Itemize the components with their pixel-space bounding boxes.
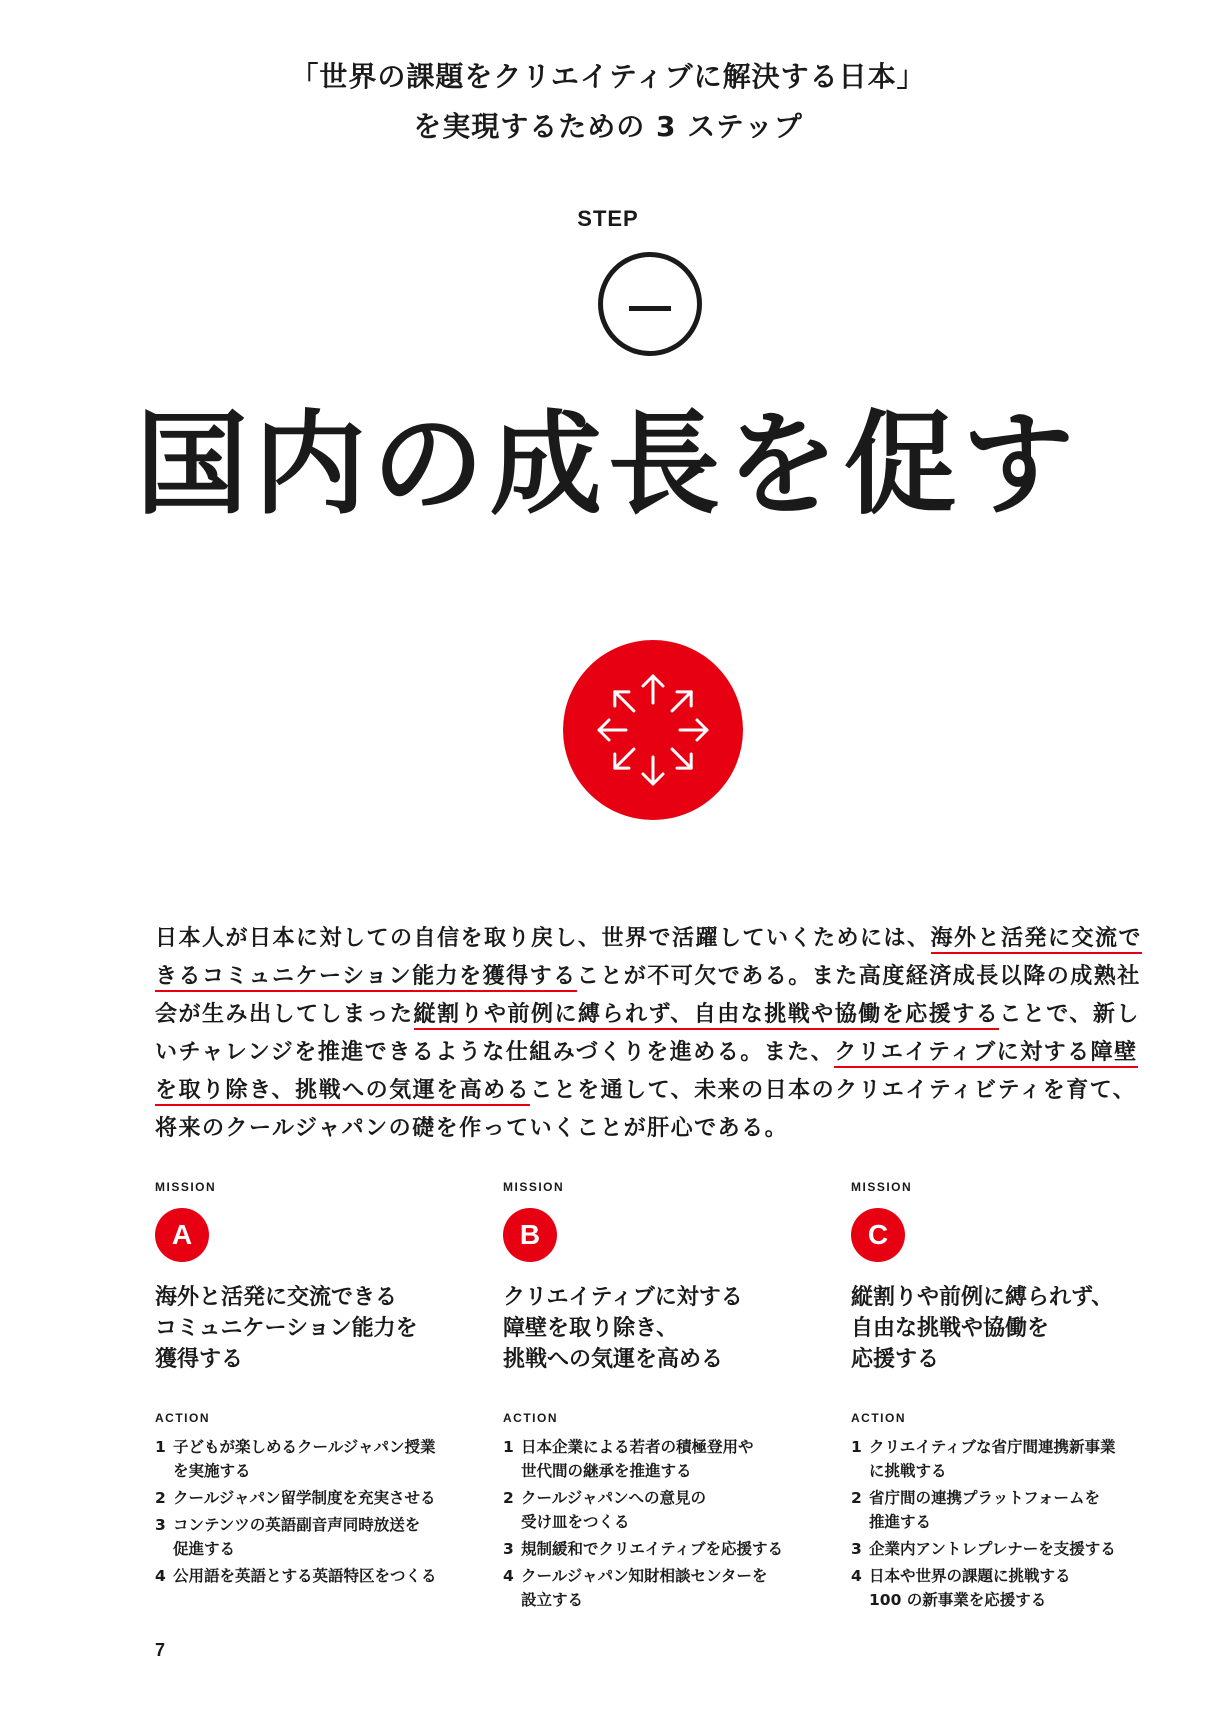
action-text: 省庁間の連携プラットフォームを 推進する xyxy=(869,1489,1100,1531)
action-number: 1 xyxy=(503,1438,514,1456)
page-number: 7 xyxy=(155,1640,166,1660)
action-label: ACTION xyxy=(851,1411,906,1425)
body-text-segment: ことが不可欠である。また高度経済成長以降の成熟社会が生み出してしまった xyxy=(155,964,1141,1027)
action-item xyxy=(155,1513,485,1561)
action-item xyxy=(851,1486,1181,1534)
action-list xyxy=(503,1435,833,1612)
action-number: 2 xyxy=(503,1489,514,1507)
action-number: 4 xyxy=(503,1567,514,1585)
action-number: 4 xyxy=(155,1567,166,1585)
mission-badge-a: A xyxy=(155,1208,209,1262)
mission-label: MISSION xyxy=(851,1180,913,1194)
action-text: クールジャパンへの意見の 受け皿をつくる xyxy=(521,1489,706,1531)
action-number: 3 xyxy=(155,1516,166,1534)
underlined-phrase: 縦割りや前例に縛られず、自由な挑戦や協働を応援する xyxy=(414,1002,1000,1030)
mission-title: クリエイティブに対する 障壁を取り除き、 挑戦への気運を高める xyxy=(503,1285,743,1372)
step-label: STEP xyxy=(577,206,639,231)
action-text: クールジャパン知財相談センターを 設立する xyxy=(521,1567,768,1609)
action-number: 2 xyxy=(155,1489,166,1507)
action-number: 4 xyxy=(851,1567,862,1585)
underlined-phrase: クリエイティブに対する障壁を取り除き、挑戦への気運を高める xyxy=(155,1040,1138,1106)
action-number: 3 xyxy=(851,1540,862,1558)
page-header xyxy=(0,52,1216,152)
action-number: 1 xyxy=(155,1438,166,1456)
action-text: コンテンツの英語副音声同時放送を 促進する xyxy=(173,1516,421,1558)
mission-label: MISSION xyxy=(503,1180,565,1194)
action-item xyxy=(155,1564,485,1588)
action-label: ACTION xyxy=(503,1411,558,1425)
mission-label: MISSION xyxy=(155,1180,217,1194)
step-number-circle xyxy=(598,252,702,356)
action-number: 3 xyxy=(503,1540,514,1558)
header-line-2: を実現するための 3 ステップ xyxy=(413,110,803,143)
action-text: クールジャパン留学制度を充実させる xyxy=(173,1489,436,1507)
action-list xyxy=(851,1435,1181,1612)
mission-badge-b: B xyxy=(503,1208,557,1262)
body-text-segment: ことで、新しいチャレンジを推進できるような仕組みづくりを進める。また、 xyxy=(155,1002,1140,1065)
action-item xyxy=(503,1435,833,1483)
action-item xyxy=(155,1486,485,1510)
underlined-phrase: 海外と活発に交流できるコミュニケーション能力を獲得する xyxy=(155,926,1142,992)
action-text: 子どもが楽しめるクールジャパン授業 を実施する xyxy=(173,1438,436,1480)
main-title: 国内の成長を促す xyxy=(136,400,1080,530)
mission-column-c xyxy=(851,1180,1181,1615)
action-text: 公用語を英語とする英語特区をつくる xyxy=(173,1567,437,1585)
mission-title: 海外と活発に交流できる コミュニケーション能力を 獲得する xyxy=(155,1285,418,1372)
body-text-segment: 日本人が日本に対しての自信を取り戻し、世界で活躍していくためには、 xyxy=(155,926,931,951)
action-item xyxy=(503,1537,833,1561)
action-text: 企業内アントレプレナーを支援する xyxy=(869,1540,1116,1558)
action-text: 日本企業による若者の積極登用や 世代間の継承を推進する xyxy=(521,1438,754,1480)
body-text-segment: ことを通して、未来の日本のクリエイティビティを育て、将来のクールジャパンの礎を作っていくことが肝心である。 xyxy=(155,1078,1137,1141)
action-item xyxy=(851,1564,1181,1612)
action-item xyxy=(503,1486,833,1534)
action-item xyxy=(851,1537,1181,1561)
step-number-kanji-one xyxy=(629,306,671,311)
action-label: ACTION xyxy=(155,1411,210,1425)
action-text: 日本や世界の課題に挑戦する 100 の新事業を応援する xyxy=(869,1567,1071,1609)
action-text: クリエイティブな省庁間連携新事業 に挑戦する xyxy=(869,1438,1116,1480)
body-paragraph xyxy=(155,920,1155,1148)
mission-title: 縦割りや前例に縛られず、 自由な挑戦や協働を 応援する xyxy=(851,1285,1114,1372)
mission-badge-c: C xyxy=(851,1208,905,1262)
header-line-1: 「世界の課題をクリエイティブに解決する日本」 xyxy=(290,60,926,93)
action-number: 2 xyxy=(851,1489,862,1507)
action-text: 規制緩和でクリエイティブを応援する xyxy=(521,1540,783,1558)
mission-column-a xyxy=(155,1180,485,1591)
mission-column-b xyxy=(503,1180,833,1615)
action-number: 1 xyxy=(851,1438,862,1456)
emblem-red-circle xyxy=(563,640,743,820)
arrows-outward-icon xyxy=(563,640,743,820)
action-list xyxy=(155,1435,485,1588)
action-item xyxy=(503,1564,833,1612)
action-item xyxy=(851,1435,1181,1483)
action-item xyxy=(155,1435,485,1483)
